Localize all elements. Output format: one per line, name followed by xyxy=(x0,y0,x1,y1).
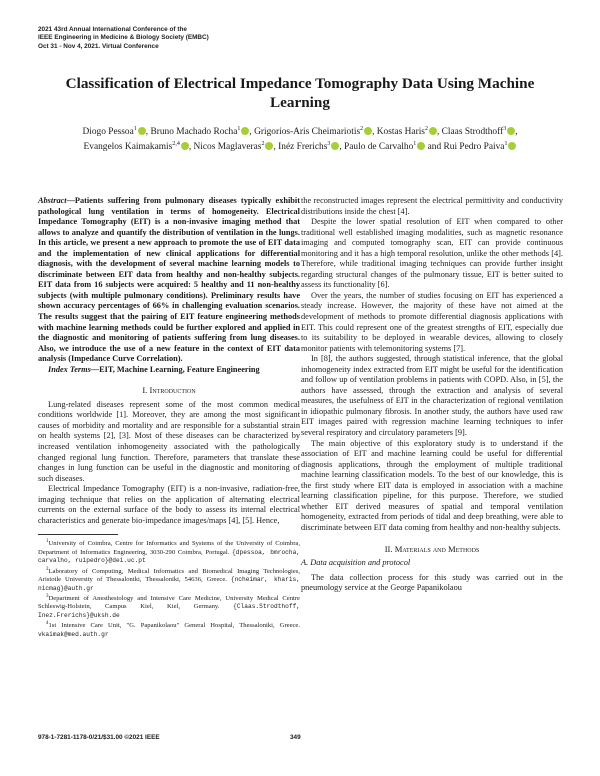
author-separator: , xyxy=(145,127,149,137)
author-affiliation: 2,4 xyxy=(172,140,180,147)
footnote: $^3$Department of Anesthesiology and Intensive Care Medicine, University Medical Centre Schleswig-Holstein, Campus Kiel, Kiel, Germany. {Claas.Strodthoff, Inez.Frerichs}@uksh.de xyxy=(38,593,300,619)
author-affiliation: 3 xyxy=(327,140,331,147)
abstract-label: Abstract xyxy=(38,196,67,205)
orcid-icon[interactable] xyxy=(364,127,375,137)
author-separator: , xyxy=(249,127,252,137)
right-column xyxy=(301,196,563,594)
author-affiliation: 2 xyxy=(360,125,364,132)
orcid-icon[interactable] xyxy=(508,142,516,150)
author-separator: , xyxy=(515,127,518,137)
author-affiliation: 2 xyxy=(424,125,428,132)
orcid-icon[interactable] xyxy=(507,127,518,137)
author xyxy=(84,142,192,152)
author-separator: , xyxy=(436,127,440,137)
author-name: Bruno Machado Rocha xyxy=(150,127,238,137)
paragraph: Electrical Impedance Tomography (EIT) is a non-invasive, radiation-free, imaging technique that relies on the application of alternating electrical currents on the external surface of the body to assess its internal electrical characteristics and generate bio-impedance images/maps [4], [5]. Hence, xyxy=(38,484,300,525)
conference-line: IEEE Engineering in Medicine & Biology Society (EMBC) xyxy=(38,34,209,42)
author-separator: , xyxy=(273,141,276,152)
abstract-text: Patients suffering from pulmonary diseases typically exhibit pathological lung ventilation in terms of homogeneity. Electrical Impedance Tomography (EIT) is a non-invasive imaging method that allows to analyze and quantify the distribution of ventilation in the lungs. In this article, we present a new approach to promote the use of EIT data and the implementation of new clinical applications for differential diagnosis, with the development of several machine learning models to discriminate between EIT data from healthy and non-healthy subjects. EIT data from 16 subjects were acquired: 5 healthy and 11 non-healthy subjects (with multiple pulmonary conditions). Preliminary results have shown accuracy percentages of 66% in challenging evaluation scenarios. The results suggest that the pairing of EIT feature engineering methods with machine learning methods could be further explored and applied in the diagnostic and monitoring of patients suffering from lung diseases. Also, we introduce the use of a new feature in the context of EIT data analysis (Impedance Curve Correlation). xyxy=(38,196,300,364)
conference-line: Oct 31 - Nov 4, 2021. Virtual Conference xyxy=(38,42,159,50)
index-terms: Index Terms—EIT, Machine Learning, Feature Engineering xyxy=(48,364,260,374)
author-list xyxy=(40,125,560,154)
author-name: Nicos Maglaveras xyxy=(193,141,262,152)
author xyxy=(150,127,251,137)
author-affiliation: 1 xyxy=(237,125,241,132)
paper-title: Classification of Electrical Impedance Tomography Data Using Machine Learning xyxy=(65,75,535,111)
author xyxy=(82,127,148,137)
paragraph: the reconstructed images represent the electrical permittivity and conductivity distributions inside the chest [4]. xyxy=(301,196,563,216)
author-separator: , xyxy=(339,141,342,152)
index-terms-label: Index Terms xyxy=(48,364,91,374)
author-name: Rui Pedro Paiva xyxy=(443,141,505,152)
paragraph: Over the years, the number of studies focusing on EIT has experienced a steady increase. However, the majority of these have not aimed at the development of methods to promote differential diagnosis applications with EIT. This could represent one of the greatest strengths of EIT, especially due to its suitability to be deployed in wearable devices, allowing to closely monitor patients with telemonitoring systems [7]. xyxy=(301,290,563,353)
section-heading: I. Introduction xyxy=(142,385,196,396)
conference-line: 2021 43rd Annual International Conference of the xyxy=(38,26,187,33)
index-terms-text: EIT, Machine Learning, Feature Engineering xyxy=(99,364,260,374)
author-name: Claas Strodthoff xyxy=(441,127,504,137)
author xyxy=(444,142,517,152)
orcid-icon[interactable] xyxy=(181,141,192,152)
copyright-identifier: 978-1-7281-1178-0/21/$31.00 ©2021 IEEE xyxy=(38,734,160,741)
author xyxy=(377,127,440,137)
author-name: Evangelos Kaimakamis xyxy=(83,141,173,152)
author xyxy=(194,142,276,152)
author-affiliation: 3 xyxy=(503,125,507,132)
paragraph: The main objective of this exploratory study is to understand if the association of EIT and machine learning could be useful for differential diagnosis applications, through the employment of multiple traditional machine learning classification models. To the best of our knowledge, this is the first study where EIT data is employed in association with a machine learning classification pipeline, for this purpose. Therefore, we studied whether EIT derived measures of spatial and temporal ventilation homogeneity, extracted from periods of tidal and deep breathing, were able to discriminate between EIT data coming from healthy and non-healthy subjects. xyxy=(301,438,563,532)
paragraph: The data collection process for this study was carried out in the pneumology service at the George Papanikolaou xyxy=(301,572,563,593)
orcid-icon[interactable] xyxy=(429,127,440,137)
author-name: Diogo Pessoa xyxy=(82,127,134,137)
author xyxy=(344,142,441,152)
author xyxy=(254,127,374,137)
author-affiliation: 1 xyxy=(133,125,137,132)
author-separator: , xyxy=(372,127,375,137)
author-separator: and xyxy=(425,141,442,152)
section-heading: II. Materials and Methods xyxy=(384,543,480,554)
abstract: Abstract—Patients suffering from pulmonary diseases typically exhibit pathological lung ventilation in terms of homogeneity. Electrical Impedance Tomography (EIT) is a non-invasive imaging method that allows to analyze and quantify the distribution of ventilation in the lungs. In this article, we present a new approach to promote the use of EIT data and the implementation of new clinical applications for differential diagnosis, with the development of several machine learning models to discriminate between EIT data from healthy and non-healthy subjects. EIT data from 16 subjects were acquired: 5 healthy and 11 non-healthy subjects (with multiple pulmonary conditions). Preliminary results have shown accuracy percentages of 66% in challenging evaluation scenarios. The results suggest that the pairing of EIT feature engineering methods with machine learning methods could be further explored and applied in the diagnostic and monitoring of patients suffering from lung diseases. Also, we introduce the use of a new feature in the context of EIT data analysis (Impedance Curve Correlation). xyxy=(38,196,300,364)
subsection-heading: A. Data acquisition and protocol xyxy=(301,558,411,568)
conference-header xyxy=(38,26,358,51)
author xyxy=(442,127,518,137)
author-name: Paulo de Carvalho xyxy=(344,141,414,152)
author-name: Grigorios-Aris Cheimariotis xyxy=(254,127,361,137)
author-name: Inéz Frerichs xyxy=(278,141,328,152)
page-number: 349 xyxy=(290,734,301,741)
orcid-icon[interactable] xyxy=(138,127,149,137)
paragraph: Despite the lower spatial resolution of EIT when compared to other traditional well established imaging modalities, such as magnetic resonance imaging and computed tomography scan, EIT can provide continuous monitoring and it has a high temporal resolution, unlike the other methods [4]. Therefore, while traditional imaging techniques can provide further insight regarding structural changes of the pulmonary tissue, EIT is better suited to assess its functionality [6]. xyxy=(301,217,563,290)
left-column xyxy=(38,196,300,639)
author xyxy=(278,142,342,152)
footnote: $^4$1st Intensive Care Unit, "G. Papanikolaou" General Hospital, Thessaloniki, Greece. vkaimak@med.auth.gr xyxy=(38,621,300,638)
paragraph: In [8], the authors suggested, through statistical inference, that the global inhomogeneity index extracted from EIT might be useful for the identification and follow up of ventilation problems in patients with COPD. Also, in [5], the authors have assessed, through the extraction and analysis of several measures, the usefulness of EIT in the characterization of regional ventilation in idiopathic pulmonary fibrosis. In another study, the authors have used raw EIT images paired with regression machine learning techniques to infer several respiratory and circulatory parameters [9]. xyxy=(301,354,563,438)
author-affiliation: 2 xyxy=(261,140,265,147)
author-separator: , xyxy=(188,141,192,152)
footnote: $^1$University of Coimbra, Centre for Informatics and Systems of the University of Coimbra, Department of Informatics Engineering, 3030-290 Coimbra, Portugal. {dpessoa, bmrocha, carvalho, ruipedro}@dei.uc.pt xyxy=(38,539,301,565)
footnote-rule xyxy=(38,534,118,535)
author-affiliation: 1 xyxy=(504,140,508,147)
paragraph: Lung-related diseases represent some of the most common medical conditions worldwide [1]. Moreover, they are among the most significant causes of morbidity and mortality and are responsible for a substantial strain on health systems [2], [3]. Most of these diseases can be characterized by increased ventilation inhomogeneity associated with the pathologically changed regional lung function. Therefore, parameters that translate these changes in lung function can be useful in the diagnostic and monitoring of such diseases. xyxy=(38,399,300,483)
footnote: $^2$Laboratory of Computing, Medical Informatics and Biomedical Imaging Technologies, Aristotle University of Thessaloniki, Thessaloniki, 54636, Greece. {ncheimar, kharis, nicmag}@auth.gr xyxy=(38,566,300,592)
author-name: Kostas Haris xyxy=(376,127,425,137)
author-affiliation: 1 xyxy=(413,140,417,147)
